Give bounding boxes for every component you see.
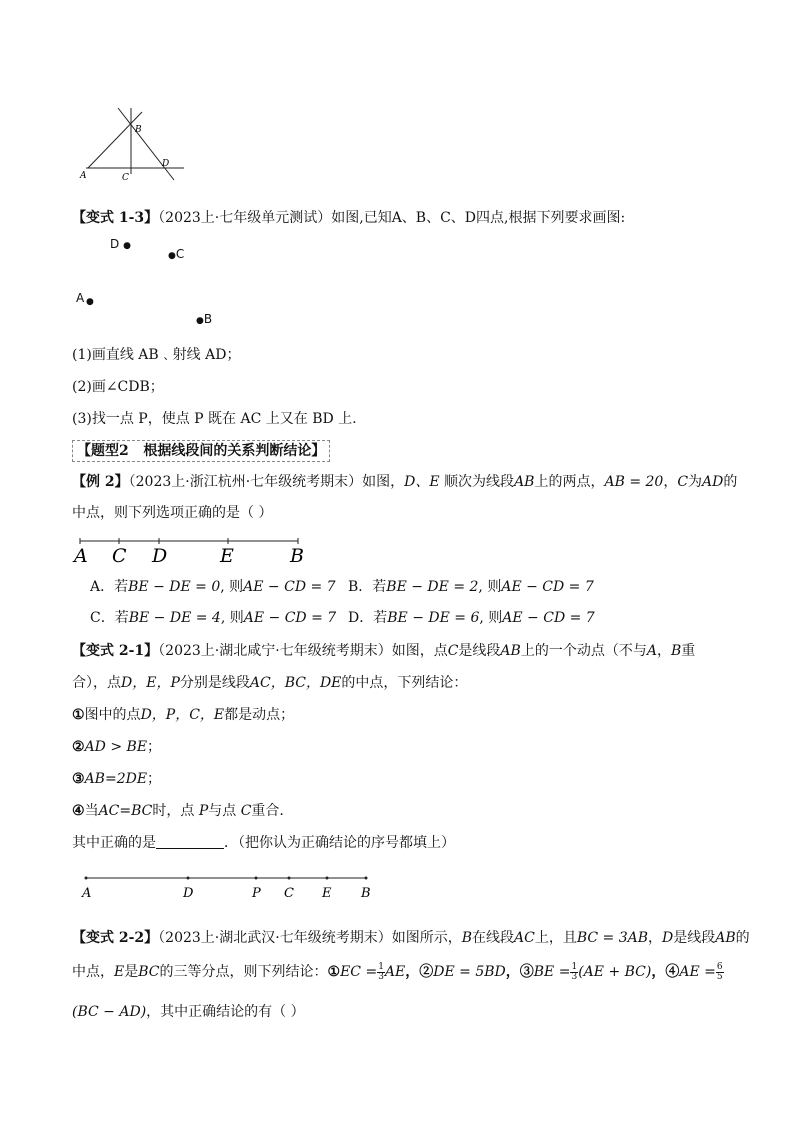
option-a[interactable]: A．若BE − DE = 0, 则AE − CD = 7 bbox=[90, 579, 336, 595]
example-2-line-1: 【例 2】（2023上·浙江杭州·七年级统考期末）如图，D、E 顺次为线段AB上的两点，AB = 20，C为AD的 bbox=[72, 474, 738, 490]
dot-p bbox=[255, 877, 258, 880]
seg2-label-e: E bbox=[322, 886, 332, 901]
segment-figure-adpceb bbox=[78, 868, 378, 902]
variant-2-2-line-1: 【变式 2-2】（2023上·湖北武汉·七年级统考期末）如图所示，B在线段AC上，且BC = 3AB，D是线段AB的 bbox=[72, 930, 750, 946]
dot-a bbox=[85, 877, 88, 880]
variant-1-3-header: 【变式 1-3】（2023上·七年级单元测试）如图,已知A、B、C、D四点,根据下列要求画图: bbox=[72, 210, 626, 226]
v13-item-3: (3)找一点 P，使点 P 既在 AC 上又在 BD 上. bbox=[72, 411, 357, 427]
v13-item-1: (1)画直线 AB﹑射线 AD； bbox=[72, 347, 241, 363]
question-type-2-title: 【题型2 根据线段间的关系判断结论】 bbox=[72, 440, 330, 462]
point-b: ●B bbox=[196, 312, 213, 326]
point-a: A ● bbox=[76, 291, 94, 307]
segment-figure-acdeb bbox=[72, 533, 312, 569]
fraction-1-3: $\frac{1}{3}$ bbox=[378, 961, 384, 982]
seg2-label-d: D bbox=[183, 886, 194, 901]
dot-c bbox=[288, 877, 291, 880]
fraction-1-3-b: $\frac{1}{3}$ bbox=[571, 961, 578, 982]
option-c[interactable]: C．若BE − DE = 4, 则AE − CD = 7 bbox=[90, 610, 337, 626]
label-b: B bbox=[135, 125, 142, 135]
variant-2-2-line-2: 中点，E是BC的三等分点，则下列结论：①EC = $\frac{1}{3}$ AE，②DE = 5BD，③BE = $\frac{1}{3}$ (AE + BC)，④AE = $\frac{6}{5}$ bbox=[72, 961, 723, 982]
option-b[interactable]: B．若BE − DE = 2, 则AE − CD = 7 bbox=[348, 579, 594, 595]
dot-b bbox=[365, 877, 368, 880]
seg-label-d: D bbox=[152, 545, 168, 567]
variant-2-1-line-2: 合），点D，E，P分别是线段AC，BC，DE的中点，下列结论： bbox=[72, 675, 468, 691]
line-ad bbox=[88, 112, 142, 168]
example-2-line-2: 中点，则下列选项正确的是（ ） bbox=[72, 505, 273, 521]
v21-conclusion-2: ②AD > BE； bbox=[72, 739, 162, 755]
v21-conclusion-1: ①图中的点D，P，C，E都是动点； bbox=[72, 707, 295, 723]
line-steep bbox=[118, 108, 174, 180]
figure-intersecting-lines bbox=[78, 104, 190, 184]
option-d[interactable]: D．若BE − DE = 6, 则AE − CD = 7 bbox=[348, 610, 595, 626]
fraction-6-5: $\frac{6}{5}$ bbox=[716, 961, 723, 982]
variant-2-1-line-1: 【变式 2-1】（2023上·湖北咸宁·七年级统考期末）如图，点C是线段AB上的一个动点（不与A，B重 bbox=[72, 643, 696, 659]
v21-conclusion-3: ③AB=2DE； bbox=[72, 771, 162, 787]
answer-blank[interactable] bbox=[156, 834, 224, 849]
dot-d bbox=[187, 877, 190, 880]
v21-conclusion-4: ④当AC=BC时，点 P与点 C重合. bbox=[72, 803, 284, 819]
seg-label-e: E bbox=[220, 545, 234, 567]
label-a: A bbox=[80, 171, 87, 181]
seg2-label-b: B bbox=[361, 886, 371, 901]
seg2-label-p: P bbox=[252, 886, 261, 901]
variant-2-2-line-3: (BC − AD)，其中正确结论的有（ ） bbox=[72, 1004, 305, 1020]
dot-e bbox=[326, 877, 329, 880]
point-c: ●C bbox=[168, 247, 185, 261]
seg2-label-a: A bbox=[82, 886, 92, 901]
seg-label-b: B bbox=[290, 545, 304, 567]
v13-item-2: (2)画∠CDB； bbox=[72, 379, 164, 395]
seg2-label-c: C bbox=[284, 886, 294, 901]
label-d: D bbox=[162, 159, 170, 169]
point-d: D ● bbox=[110, 237, 131, 251]
seg-label-a: A bbox=[74, 545, 88, 567]
v21-answer-line: 其中正确的是 ．（把你认为正确结论的序号都填上） bbox=[72, 835, 455, 851]
seg-label-c: C bbox=[112, 545, 127, 567]
label-c: C bbox=[122, 173, 129, 183]
